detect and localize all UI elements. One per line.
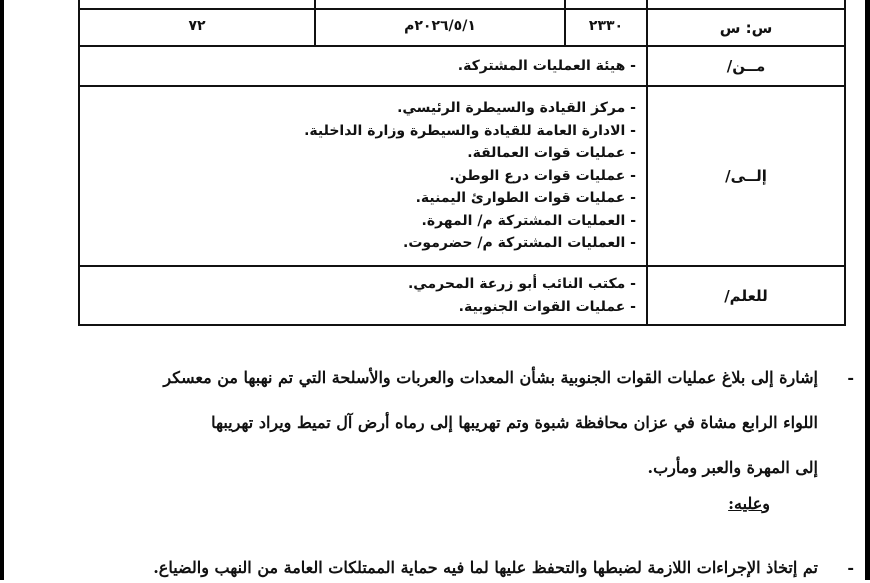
top-cut-row	[79, 0, 845, 9]
main-paragraph	[70, 355, 854, 490]
routing-table	[78, 0, 846, 326]
paragraph-line: إلى المهرة والعبر ومأرب.	[647, 458, 818, 477]
paragraph-bullet: -	[847, 368, 854, 387]
serial-number: ٢٣٣٠	[564, 10, 646, 45]
scan-border-left	[0, 0, 4, 580]
action-bullet: -	[847, 558, 854, 577]
cc-item: - عمليات القوات الجنوبية.	[458, 298, 636, 315]
document-date: ٢٠٢٦/٥/١م	[314, 10, 564, 45]
cc-item: - مكتب النائب أبو زرعة المحرمي.	[407, 276, 636, 292]
recipients-list	[90, 97, 636, 255]
action-paragraph	[70, 553, 854, 583]
paragraph-line: إشارة إلى بلاغ عمليات القوات الجنوبية بشأن المعدات والعربات والأسلحة التي تم نهبها من معسكر	[163, 368, 818, 387]
recipient-item: - عمليات قوات الطوارئ اليمنية.	[415, 190, 636, 207]
action-line: تم إتخاذ الإجراءات اللازمة لضبطها والتحفظ عليها لما فيه حماية الممتلكات العامة من النهب والضياع.	[153, 558, 818, 577]
recipient-item: - عمليات قوات العمالقة.	[467, 145, 636, 162]
from-label: مــن/	[647, 46, 845, 86]
cc-row	[79, 266, 845, 325]
scan-border-right	[865, 0, 870, 580]
from-value: - هيئة العمليات المشتركة.	[79, 46, 647, 86]
therefore-heading: وعليه:	[728, 494, 770, 513]
from-row	[79, 46, 845, 86]
page-number: ٧٢	[188, 18, 206, 34]
to-row	[79, 86, 845, 266]
paragraph-line: اللواء الرابع مشاة في عزان محافظة شبوة وتم تهريبها إلى رماه أرض آل تميط ويراد تهريبها	[211, 413, 818, 432]
recipient-item: - مركز القيادة والسيطرة الرئيسي.	[397, 100, 636, 117]
serial-label: س: س	[647, 9, 845, 46]
recipient-item: - عمليات قوات درع الوطن.	[449, 167, 636, 184]
to-label: إلــى/	[647, 86, 845, 266]
cc-label: للعلم/	[647, 266, 845, 325]
recipient-item: - العمليات المشتركة م/ حضرموت.	[403, 235, 636, 252]
recipient-item: - الادارة العامة للقيادة والسيطرة وزارة الداخلية.	[304, 122, 636, 139]
cc-list	[90, 273, 636, 318]
recipient-item: - العمليات المشتركة م/ المهرة.	[421, 212, 636, 229]
serial-row	[79, 9, 845, 46]
